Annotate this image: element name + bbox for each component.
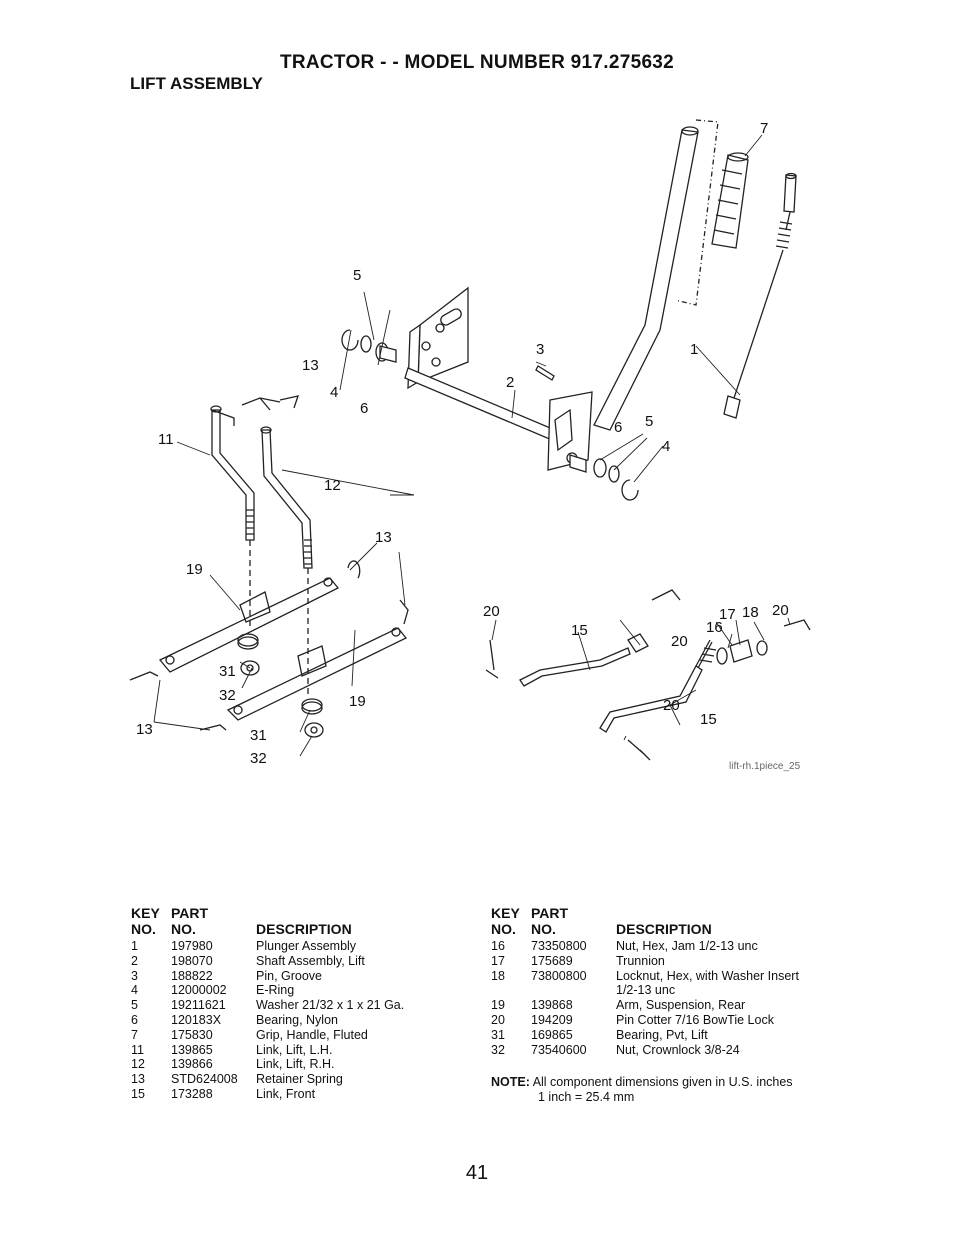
part-no: 12000002	[171, 983, 227, 998]
callout-20: 20	[483, 603, 500, 620]
part-no: 198070	[171, 953, 213, 968]
part-no: 139866	[171, 1057, 213, 1072]
description: Shaft Assembly, Lift	[256, 953, 365, 968]
callout-6: 6	[360, 400, 369, 417]
callout-20b: 20	[772, 602, 789, 619]
header-description: DESCRIPTION	[256, 921, 352, 937]
key-no: 32	[491, 1042, 505, 1057]
suspension-arm-upper	[160, 578, 338, 672]
description: Link, Lift, L.H.	[256, 1042, 333, 1057]
groove-pin	[536, 366, 554, 380]
header-part: PART	[171, 905, 209, 921]
callout-31: 31	[219, 663, 236, 680]
part-no: 175830	[171, 1027, 213, 1042]
key-no: 12	[131, 1057, 145, 1072]
callout-19: 19	[186, 561, 203, 578]
note-line-2: 1 inch = 25.4 mm	[538, 1090, 635, 1104]
callout-32b: 32	[250, 750, 267, 767]
key-no: 3	[131, 968, 138, 983]
lift-handle-rod	[594, 130, 698, 430]
header-part-no: NO.	[171, 921, 196, 937]
part-no: 73800800	[531, 968, 587, 983]
description: Bearing, Pvt, Lift	[616, 1027, 708, 1042]
callout-17: 17	[719, 606, 736, 623]
callout-31b: 31	[250, 727, 267, 744]
callout-13: 13	[302, 357, 319, 374]
description: Nut, Hex, Jam 1/2-13 unc	[616, 939, 758, 953]
part-no: 197980	[171, 939, 213, 953]
note-label: NOTE:	[491, 1075, 530, 1089]
lift-link-rh	[261, 427, 312, 568]
description: Link, Front	[256, 1086, 316, 1101]
description: Pin Cotter 7/16 BowTie Lock	[616, 1012, 774, 1027]
callout-4: 4	[330, 384, 339, 401]
header-description: DESCRIPTION	[616, 921, 712, 937]
callout-labels	[136, 120, 801, 772]
key-no: 31	[491, 1027, 505, 1042]
callout-16: 16	[706, 619, 723, 636]
callout-15b: 15	[700, 711, 717, 728]
callout-1: 1	[690, 341, 699, 358]
key-no: 15	[131, 1086, 145, 1101]
key-no: 2	[131, 953, 138, 968]
description: Nut, Crownlock 3/8-24	[616, 1042, 740, 1057]
key-no: 1	[131, 939, 138, 953]
part-no: 120183X	[171, 1012, 222, 1027]
key-no: 13	[131, 1072, 145, 1087]
description: Locknut, Hex, with Washer Insert	[616, 968, 799, 983]
callout-32: 32	[219, 687, 236, 704]
exploded-parts-diagram	[100, 100, 860, 780]
dimension-note	[491, 1075, 793, 1105]
callout-13c: 13	[136, 721, 153, 738]
key-no: 11	[131, 1042, 144, 1057]
header-key: KEY	[131, 905, 160, 921]
header-key: KEY	[491, 905, 520, 921]
callout-20c: 20	[671, 633, 688, 650]
diagram-credit: lift-rh.1piece_25	[729, 761, 801, 772]
key-no: 20	[491, 1012, 505, 1027]
right-shaft-hardware	[570, 455, 638, 500]
part-no: 73350800	[531, 939, 587, 953]
description: Trunnion	[616, 953, 665, 968]
description: Retainer Spring	[256, 1072, 343, 1087]
part-no: 188822	[171, 968, 213, 983]
header-part-no: NO.	[531, 921, 556, 937]
header-part: PART	[531, 905, 569, 921]
part-no: 73540600	[531, 1042, 587, 1057]
description: Grip, Handle, Fluted	[256, 1027, 368, 1042]
callout-5: 5	[353, 267, 362, 284]
description: Pin, Groove	[256, 968, 323, 983]
callout-3: 3	[536, 341, 545, 358]
description: Link, Lift, R.H.	[256, 1057, 335, 1072]
key-no: 18	[491, 968, 505, 983]
section-title: LIFT ASSEMBLY	[130, 74, 263, 93]
callout-11: 11	[158, 431, 174, 448]
part-no: 173288	[171, 1086, 213, 1101]
front-link-upper	[520, 634, 648, 686]
lift-shaft	[405, 368, 592, 470]
callout-7: 7	[760, 120, 769, 137]
part-no: STD624008	[171, 1072, 238, 1087]
description: Arm, Suspension, Rear	[616, 998, 746, 1013]
description: Bearing, Nylon	[256, 1012, 338, 1027]
description: Washer 21/32 x 1 x 21 Ga.	[256, 998, 405, 1013]
page-title: TRACTOR - - MODEL NUMBER 917.275632	[279, 52, 675, 73]
description: E-Ring	[256, 983, 295, 998]
part-no: 139868	[531, 998, 573, 1013]
part-no: 169865	[531, 1027, 573, 1042]
callout-13b: 13	[375, 529, 392, 546]
part-no: 139865	[171, 1042, 213, 1057]
callout-15: 15	[571, 622, 588, 639]
callout-4b: 4	[662, 438, 671, 455]
key-no: 6	[131, 1012, 138, 1027]
fluted-grip	[712, 153, 748, 248]
callout-6b: 6	[614, 419, 623, 436]
part-no: 194209	[531, 1012, 573, 1027]
callout-5b: 5	[645, 413, 654, 430]
callout-20d: 20	[663, 697, 680, 714]
page-number: 41	[465, 1162, 489, 1184]
part-no: 175689	[531, 953, 573, 968]
note-line-1: All component dimensions given in U.S. inches	[532, 1075, 793, 1089]
key-no: 19	[491, 998, 505, 1013]
lift-link-lh	[211, 406, 254, 540]
header-no: NO.	[131, 921, 156, 937]
key-no: 5	[131, 998, 138, 1013]
description: Plunger Assembly	[256, 939, 357, 953]
description: 1/2-13 unc	[616, 983, 676, 998]
key-no: 7	[131, 1027, 138, 1042]
callout-18: 18	[742, 604, 759, 621]
callout-19b: 19	[349, 693, 366, 710]
part-no: 19211621	[171, 998, 226, 1013]
key-no: 4	[131, 983, 138, 998]
callout-2: 2	[506, 374, 515, 391]
key-no: 17	[491, 953, 505, 968]
key-no: 16	[491, 939, 505, 953]
header-no: NO.	[491, 921, 516, 937]
callout-12: 12	[324, 477, 341, 494]
